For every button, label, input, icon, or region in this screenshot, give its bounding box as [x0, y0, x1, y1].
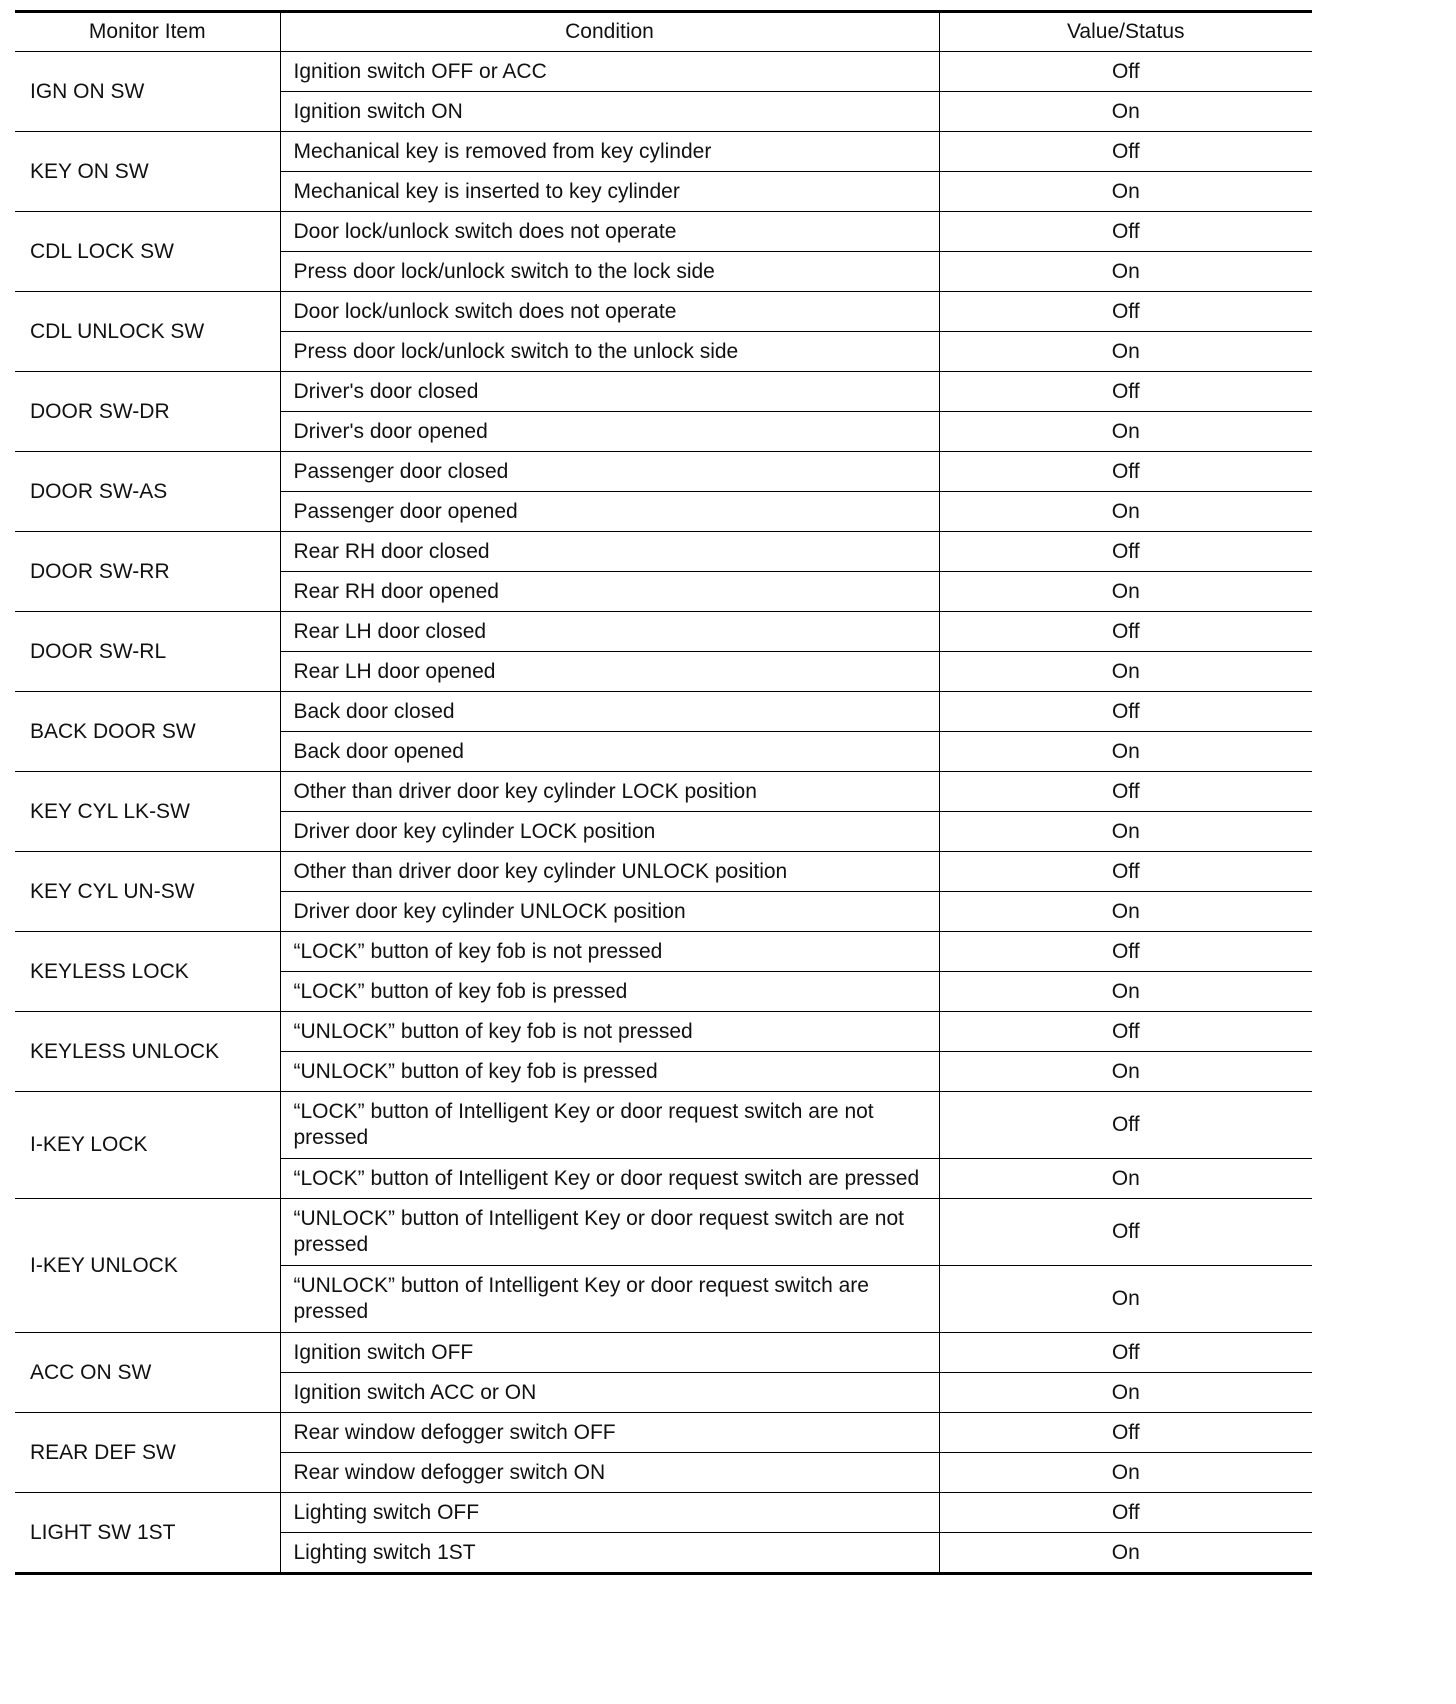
value-status-cell: Off — [939, 212, 1312, 252]
table-row — [15, 532, 1312, 572]
monitor-item-cell: IGN ON SW — [15, 52, 280, 132]
table-row — [15, 1493, 1312, 1533]
monitor-item-cell: KEYLESS UNLOCK — [15, 1012, 280, 1092]
condition-cell: Lighting switch OFF — [280, 1493, 939, 1533]
value-status-cell: Off — [939, 852, 1312, 892]
condition-cell: Ignition switch ON — [280, 92, 939, 132]
monitor-item-cell: DOOR SW-AS — [15, 452, 280, 532]
value-status-cell: Off — [939, 612, 1312, 652]
value-status-cell: Off — [939, 532, 1312, 572]
condition-cell: Rear LH door closed — [280, 612, 939, 652]
table-row — [15, 452, 1312, 492]
condition-cell: Rear window defogger switch ON — [280, 1453, 939, 1493]
monitor-item-cell: I-KEY UNLOCK — [15, 1199, 280, 1333]
condition-cell: Mechanical key is removed from key cylinder — [280, 132, 939, 172]
monitor-item-cell: CDL UNLOCK SW — [15, 292, 280, 372]
value-status-cell: On — [939, 252, 1312, 292]
value-status-cell: Off — [939, 1199, 1312, 1266]
condition-cell: “UNLOCK” button of key fob is pressed — [280, 1052, 939, 1092]
monitor-item-cell: CDL LOCK SW — [15, 212, 280, 292]
monitor-item-cell: KEY CYL UN-SW — [15, 852, 280, 932]
value-status-cell: On — [939, 972, 1312, 1012]
condition-cell: “UNLOCK” button of Intelligent Key or door request switch are not pressed — [280, 1199, 939, 1266]
condition-cell: Passenger door opened — [280, 492, 939, 532]
condition-cell: Rear RH door opened — [280, 572, 939, 612]
value-status-cell: On — [939, 412, 1312, 452]
monitor-item-cell: BACK DOOR SW — [15, 692, 280, 772]
table-row — [15, 1012, 1312, 1052]
condition-cell: Ignition switch OFF or ACC — [280, 52, 939, 92]
value-status-cell: Off — [939, 1092, 1312, 1159]
value-status-cell: On — [939, 892, 1312, 932]
value-status-cell: Off — [939, 452, 1312, 492]
value-status-cell: Off — [939, 52, 1312, 92]
condition-cell: Passenger door closed — [280, 452, 939, 492]
value-status-cell: On — [939, 332, 1312, 372]
value-status-cell: Off — [939, 1333, 1312, 1373]
table-row — [15, 1333, 1312, 1373]
condition-cell: Driver door key cylinder UNLOCK position — [280, 892, 939, 932]
condition-cell: “LOCK” button of Intelligent Key or door request switch are pressed — [280, 1159, 939, 1199]
value-status-cell: On — [939, 492, 1312, 532]
condition-cell: Other than driver door key cylinder LOCK position — [280, 772, 939, 812]
table-row — [15, 1092, 1312, 1159]
value-status-cell: On — [939, 172, 1312, 212]
table-row — [15, 1199, 1312, 1266]
table-row — [15, 612, 1312, 652]
condition-cell: Door lock/unlock switch does not operate — [280, 212, 939, 252]
condition-cell: Lighting switch 1ST — [280, 1533, 939, 1574]
condition-cell: “LOCK” button of key fob is pressed — [280, 972, 939, 1012]
monitor-item-cell: KEY ON SW — [15, 132, 280, 212]
value-status-cell: On — [939, 652, 1312, 692]
condition-cell: Driver's door opened — [280, 412, 939, 452]
condition-cell: Door lock/unlock switch does not operate — [280, 292, 939, 332]
value-status-cell: On — [939, 1266, 1312, 1333]
condition-cell: Back door closed — [280, 692, 939, 732]
table-row — [15, 1413, 1312, 1453]
condition-cell: Other than driver door key cylinder UNLOCK position — [280, 852, 939, 892]
table-row — [15, 212, 1312, 252]
monitor-item-cell: DOOR SW-RR — [15, 532, 280, 612]
value-status-cell: Off — [939, 292, 1312, 332]
condition-cell: Press door lock/unlock switch to the lock side — [280, 252, 939, 292]
monitor-item-cell: LIGHT SW 1ST — [15, 1493, 280, 1574]
value-status-cell: On — [939, 1373, 1312, 1413]
table-row — [15, 292, 1312, 332]
condition-cell: Driver's door closed — [280, 372, 939, 412]
value-status-cell: Off — [939, 692, 1312, 732]
monitor-item-cell: DOOR SW-RL — [15, 612, 280, 692]
condition-cell: Ignition switch OFF — [280, 1333, 939, 1373]
table-row — [15, 52, 1312, 92]
value-status-cell: Off — [939, 932, 1312, 972]
value-status-cell: Off — [939, 372, 1312, 412]
value-status-cell: Off — [939, 1493, 1312, 1533]
condition-cell: “LOCK” button of Intelligent Key or door request switch are not pressed — [280, 1092, 939, 1159]
monitor-items-table — [15, 10, 1312, 1575]
table-row — [15, 692, 1312, 732]
value-status-cell: On — [939, 92, 1312, 132]
table-header-row — [15, 12, 1312, 52]
condition-cell: Rear RH door closed — [280, 532, 939, 572]
monitor-item-cell: REAR DEF SW — [15, 1413, 280, 1493]
value-status-cell: Off — [939, 772, 1312, 812]
table-row — [15, 852, 1312, 892]
value-status-cell: On — [939, 572, 1312, 612]
table-row — [15, 132, 1312, 172]
condition-cell: “LOCK” button of key fob is not pressed — [280, 932, 939, 972]
condition-cell: Back door opened — [280, 732, 939, 772]
condition-cell: “UNLOCK” button of Intelligent Key or door request switch are pressed — [280, 1266, 939, 1333]
value-status-cell: On — [939, 732, 1312, 772]
table-row — [15, 932, 1312, 972]
header-monitor-item: Monitor Item — [15, 12, 280, 52]
condition-cell: Rear LH door opened — [280, 652, 939, 692]
value-status-cell: On — [939, 812, 1312, 852]
table-row — [15, 772, 1312, 812]
condition-cell: Rear window defogger switch OFF — [280, 1413, 939, 1453]
table-body — [15, 52, 1312, 1574]
monitor-item-cell: KEYLESS LOCK — [15, 932, 280, 1012]
condition-cell: “UNLOCK” button of key fob is not pressed — [280, 1012, 939, 1052]
value-status-cell: On — [939, 1159, 1312, 1199]
condition-cell: Mechanical key is inserted to key cylinder — [280, 172, 939, 212]
monitor-item-cell: KEY CYL LK-SW — [15, 772, 280, 852]
condition-cell: Driver door key cylinder LOCK position — [280, 812, 939, 852]
value-status-cell: Off — [939, 132, 1312, 172]
header-value-status: Value/Status — [939, 12, 1312, 52]
value-status-cell: On — [939, 1052, 1312, 1092]
value-status-cell: Off — [939, 1012, 1312, 1052]
monitor-item-cell: I-KEY LOCK — [15, 1092, 280, 1199]
value-status-cell: On — [939, 1533, 1312, 1574]
monitor-table-container — [15, 10, 1312, 1575]
monitor-item-cell: ACC ON SW — [15, 1333, 280, 1413]
value-status-cell: On — [939, 1453, 1312, 1493]
condition-cell: Ignition switch ACC or ON — [280, 1373, 939, 1413]
value-status-cell: Off — [939, 1413, 1312, 1453]
condition-cell: Press door lock/unlock switch to the unlock side — [280, 332, 939, 372]
header-condition: Condition — [280, 12, 939, 52]
monitor-item-cell: DOOR SW-DR — [15, 372, 280, 452]
table-row — [15, 372, 1312, 412]
